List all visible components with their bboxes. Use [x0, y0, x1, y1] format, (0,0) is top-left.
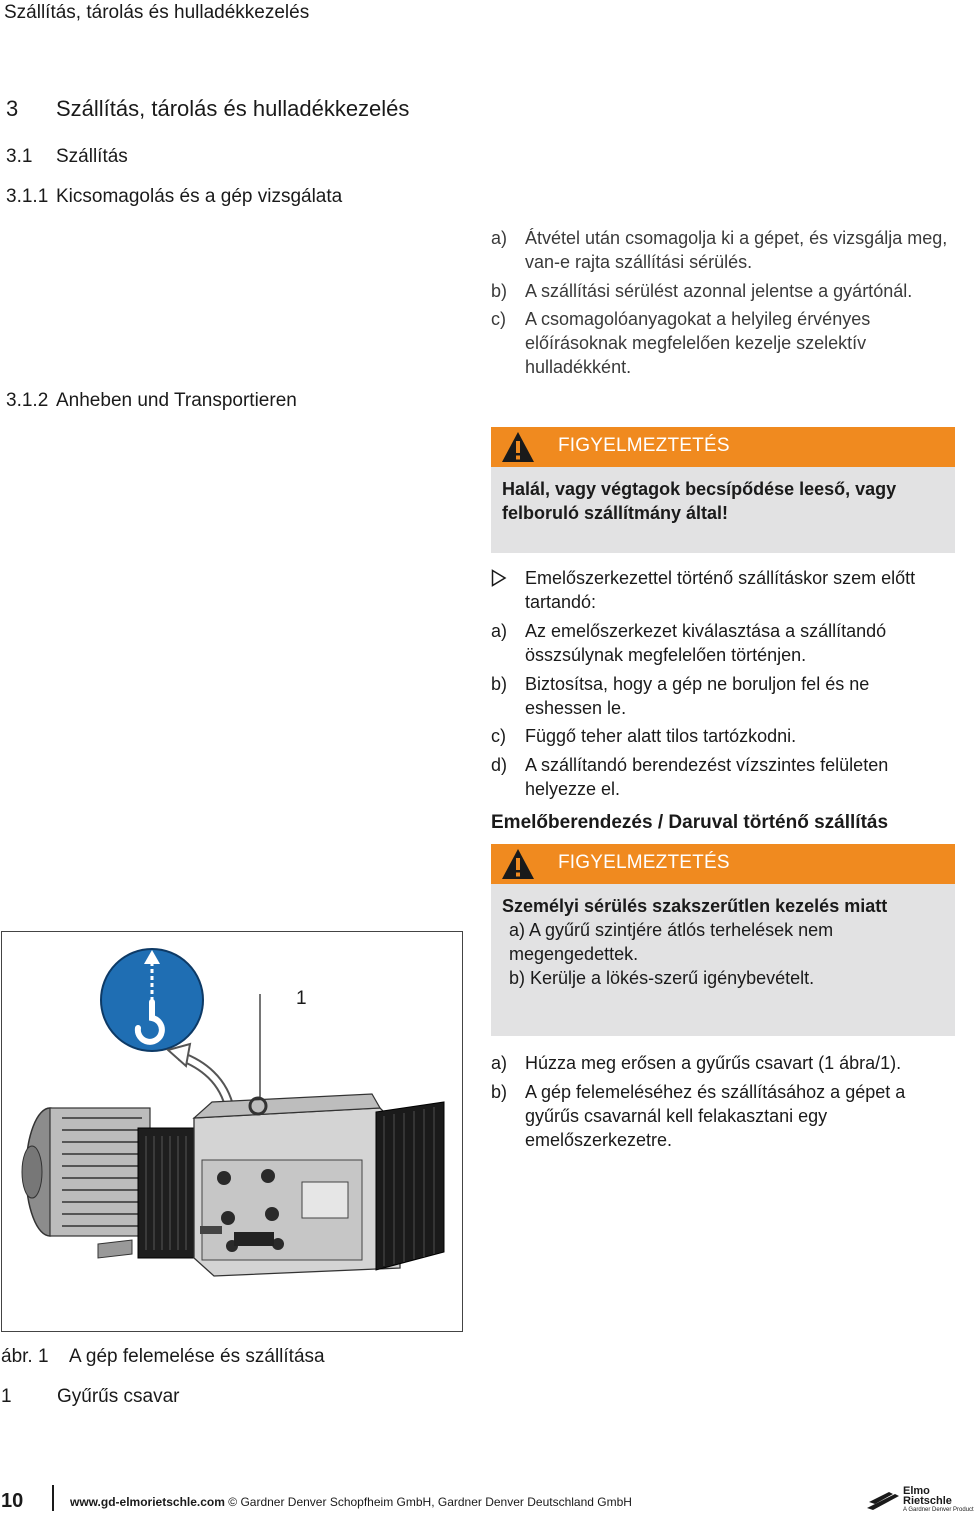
step-label: d) — [491, 755, 508, 775]
step-label: b) — [491, 674, 508, 694]
step-text: A csomagolóanyagokat a helyileg érvényes előírásoknak megfelelően kezelje szelektív hulladékként. — [525, 309, 871, 377]
step-label: a) — [491, 621, 508, 641]
page-number: 10 — [1, 1490, 24, 1512]
crane-step-a — [491, 1051, 957, 1075]
figure-caption — [1, 1346, 325, 1368]
caption-label: ábr. 1 — [1, 1346, 49, 1367]
warning-header — [491, 844, 955, 884]
warning-header — [491, 427, 955, 467]
footer-text — [70, 1495, 632, 1509]
figure-legend — [1, 1386, 179, 1408]
warning-body — [491, 467, 955, 537]
lifting-step-a — [491, 619, 957, 667]
lifting-step-c — [491, 724, 957, 748]
warning-lead: Személyi sérülés szakszerűtlen kezelés miatt — [502, 896, 888, 916]
heading-title: Anheben und Transportieren — [56, 390, 297, 411]
running-head: Szállítás, tárolás és hulladékkezelés — [4, 2, 310, 23]
step-text: Húzza meg erősen a gyűrűs csavart (1 ábra/1). — [525, 1053, 902, 1073]
legend-text: Gyűrűs csavar — [57, 1386, 180, 1407]
footer-divider — [52, 1485, 54, 1511]
warning-text: Halál, vagy végtagok becsípődése leeső, vagy felboruló szállítmány által! — [502, 479, 897, 523]
step-text: Az emelőszerkezet kiválasztása a szállítandó összsúlynak megfelelően történjen. — [525, 621, 887, 665]
footer-url[interactable]: www.gd-elmorietschle.com — [70, 1495, 225, 1509]
heading-number: 3.1 — [6, 146, 33, 167]
unpack-step-b — [491, 279, 957, 303]
lifting-intro-text: Emelőszerkezettel történő szállításkor szem előtt tartandó: — [525, 568, 916, 612]
warning-body — [491, 884, 955, 1002]
heading-3 — [6, 96, 409, 122]
logo-text: Elmo Rietschle — [903, 1485, 952, 1507]
step-text: Függő teher alatt tilos tartózkodni. — [525, 726, 797, 746]
warning-triangle-icon — [501, 431, 535, 463]
step-text: Átvétel után csomagolja ki a gépet, és vizsgálja meg, van-e rajta szállítási sérülés. — [525, 228, 948, 272]
elmo-rietschle-logo — [865, 1485, 974, 1514]
heading-3-1-2 — [6, 390, 297, 412]
heading-3-1-1 — [6, 186, 342, 208]
caption-text: A gép felemelése és szállítása — [69, 1346, 325, 1367]
step-label: c) — [491, 309, 506, 329]
step-label: a) — [491, 1053, 508, 1073]
step-text: A gép felemeléséhez és szállításához a gépet a gyűrűs csavarnál kell felakasztani egy emelőszerkezetre. — [525, 1082, 906, 1150]
unpack-step-a — [491, 226, 957, 274]
warning-title: FIGYELMEZTETÉS — [558, 435, 730, 456]
figure-frame — [1, 931, 463, 1332]
heading-title: Szállítás — [56, 146, 128, 167]
crane-step-b — [491, 1080, 941, 1152]
heading-number: 3.1.2 — [6, 390, 49, 411]
warning-box-2 — [491, 844, 955, 1036]
legend-number: 1 — [1, 1386, 12, 1407]
step-text: Biztosítsa, hogy a gép ne boruljon fel és ne eshessen le. — [525, 674, 870, 718]
warning-item: a) A gyűrű szintjére átlós terhelések nem megengedettek. — [509, 920, 834, 964]
heading-number: 3.1.1 — [6, 186, 49, 207]
warning-item: b) Kerülje a lökés-szerű igénybevételt. — [509, 968, 815, 988]
heading-title: Kicsomagolás és a gép vizsgálata — [56, 186, 343, 207]
lifting-step-b — [491, 672, 943, 720]
logo-swoosh-icon — [865, 1490, 901, 1512]
lifting-hook-sign-icon — [101, 949, 203, 1051]
lifting-step-d — [491, 753, 957, 801]
crane-heading: Emelőberendezés / Daruval történő szállítás — [491, 812, 889, 833]
step-label: a) — [491, 228, 508, 248]
heading-3-1 — [6, 146, 128, 168]
footer-copyright: © Gardner Denver Schopfheim GmbH, Gardner Denver Deutschland GmbH — [228, 1495, 632, 1509]
triangle-bullet-icon — [491, 566, 525, 593]
step-text: A szállítandó berendezést vízszintes felületen helyezze el. — [525, 755, 889, 799]
figure-callout-1: 1 — [296, 988, 307, 1009]
step-label: c) — [491, 726, 506, 746]
warning-box-1 — [491, 427, 955, 553]
logo-subtitle: A Gardner Denver Product — [903, 1507, 974, 1513]
lifting-intro — [491, 566, 957, 614]
step-label: b) — [491, 281, 508, 301]
warning-title: FIGYELMEZTETÉS — [558, 852, 730, 873]
unpack-step-c — [491, 307, 953, 379]
vacuum-pump-illustration — [2, 932, 462, 1331]
heading-number: 3 — [6, 96, 19, 121]
step-label: b) — [491, 1082, 508, 1102]
warning-triangle-icon — [501, 848, 535, 880]
heading-title: Szállítás, tárolás és hulladékkezelés — [56, 96, 410, 121]
step-text: A szállítási sérülést azonnal jelentse a gyártónál. — [525, 281, 913, 301]
